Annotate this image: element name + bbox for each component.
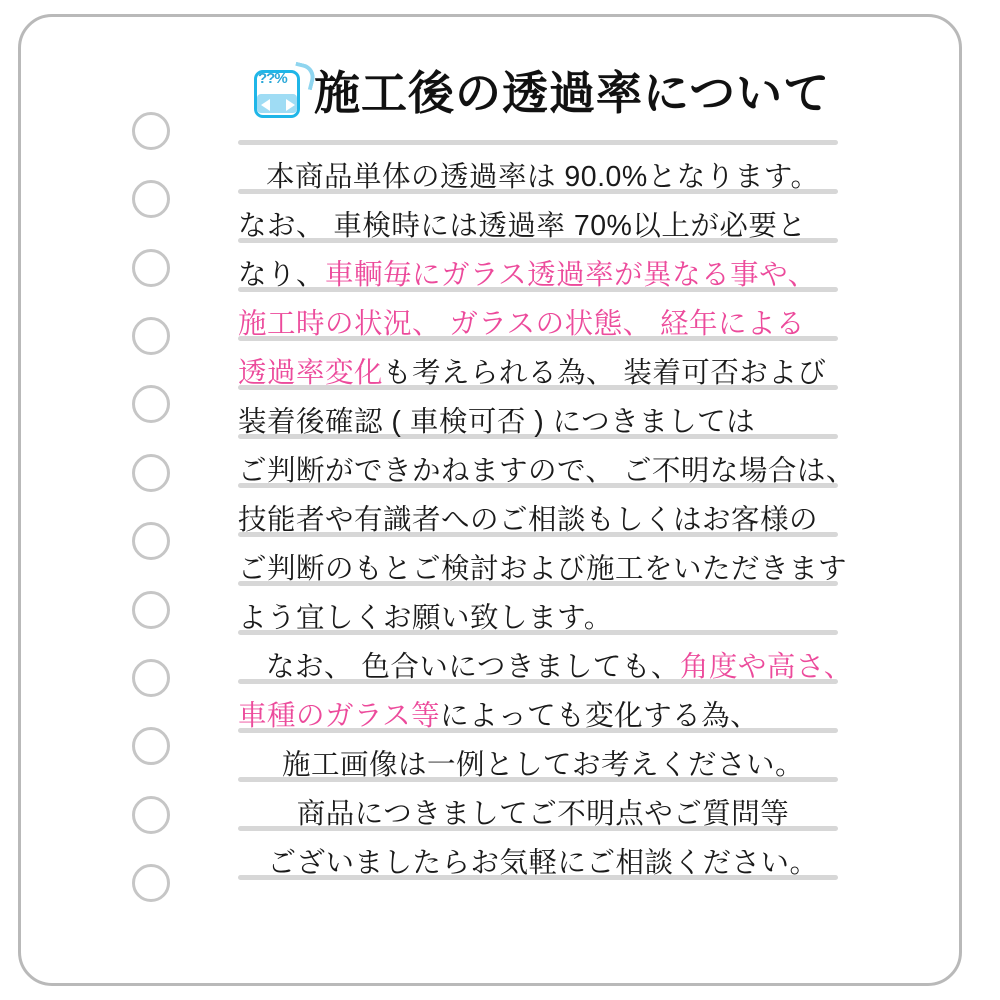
body-line (238, 591, 848, 640)
rule-line (238, 140, 838, 145)
punch-hole (132, 385, 170, 423)
body-text: よう宜しくお願い致します。 (238, 602, 613, 634)
body-text: ご判断ができかねますので、 ご不明な場合は、 (238, 455, 855, 487)
body-line (238, 787, 848, 836)
body-line (238, 640, 853, 689)
body-line (238, 689, 848, 738)
body-line (238, 150, 848, 199)
body-line (238, 542, 848, 591)
body-line (238, 444, 855, 493)
punch-hole (132, 727, 170, 765)
body-text: なお、 色合いにつきましても、 (266, 651, 680, 683)
icon-badge-text: ??% (258, 70, 287, 87)
body-line (238, 297, 848, 346)
body-line (238, 836, 848, 885)
punch-hole-column (128, 112, 174, 902)
body-line (238, 199, 848, 248)
body-text: 技能者や有識者へのご相談もしくはお客様の (238, 504, 819, 536)
body-text: も考えられる為、 装着可否および (383, 357, 827, 389)
arrow-left-icon (261, 99, 270, 111)
body-line (238, 395, 848, 444)
punch-hole (132, 796, 170, 834)
window-transmittance-icon (250, 66, 306, 120)
body-text: ございましたらお気軽にご相談ください。 (267, 847, 819, 879)
arrow-right-icon (286, 99, 295, 111)
page-title-text: 施工後の透過率について (314, 67, 831, 119)
punch-hole (132, 249, 170, 287)
highlight-text: 車種のガラス等 (238, 700, 441, 732)
punch-hole (132, 522, 170, 560)
body-line (238, 738, 848, 787)
body-text: 本商品単体の透過率は 90.0%となります。 (266, 161, 820, 193)
punch-hole (132, 112, 170, 150)
punch-hole (132, 864, 170, 902)
body-line (238, 248, 848, 297)
body-text: によっても変化する為、 (440, 700, 760, 732)
page-title (250, 62, 850, 124)
punch-hole (132, 591, 170, 629)
body-text: なお、 車検時には透過率 70%以上が必要と (238, 210, 807, 242)
highlight-text: 施工時の状況、 ガラスの状態、 経年による (238, 308, 805, 340)
body-text: ご判断のもとご検討および施工をいただきます (238, 553, 848, 585)
punch-hole (132, 317, 170, 355)
document-body (238, 150, 855, 885)
body-text: 施工画像は一例としてお考えください。 (281, 749, 804, 781)
body-text: なり、 (238, 259, 326, 291)
punch-hole (132, 659, 170, 697)
punch-hole (132, 180, 170, 218)
body-text: 商品につきましてご不明点やご質問等 (296, 798, 790, 830)
body-line (238, 346, 848, 395)
punch-hole (132, 454, 170, 492)
body-line (238, 493, 848, 542)
highlight-text: 角度や高さ、 (679, 651, 853, 683)
highlight-text: 透過率変化 (238, 357, 384, 389)
body-text: 装着後確認 ( 車検可否 ) につきましては (238, 406, 756, 438)
highlight-text: 車輌毎にガラス透過率が異なる事や、 (325, 259, 817, 291)
